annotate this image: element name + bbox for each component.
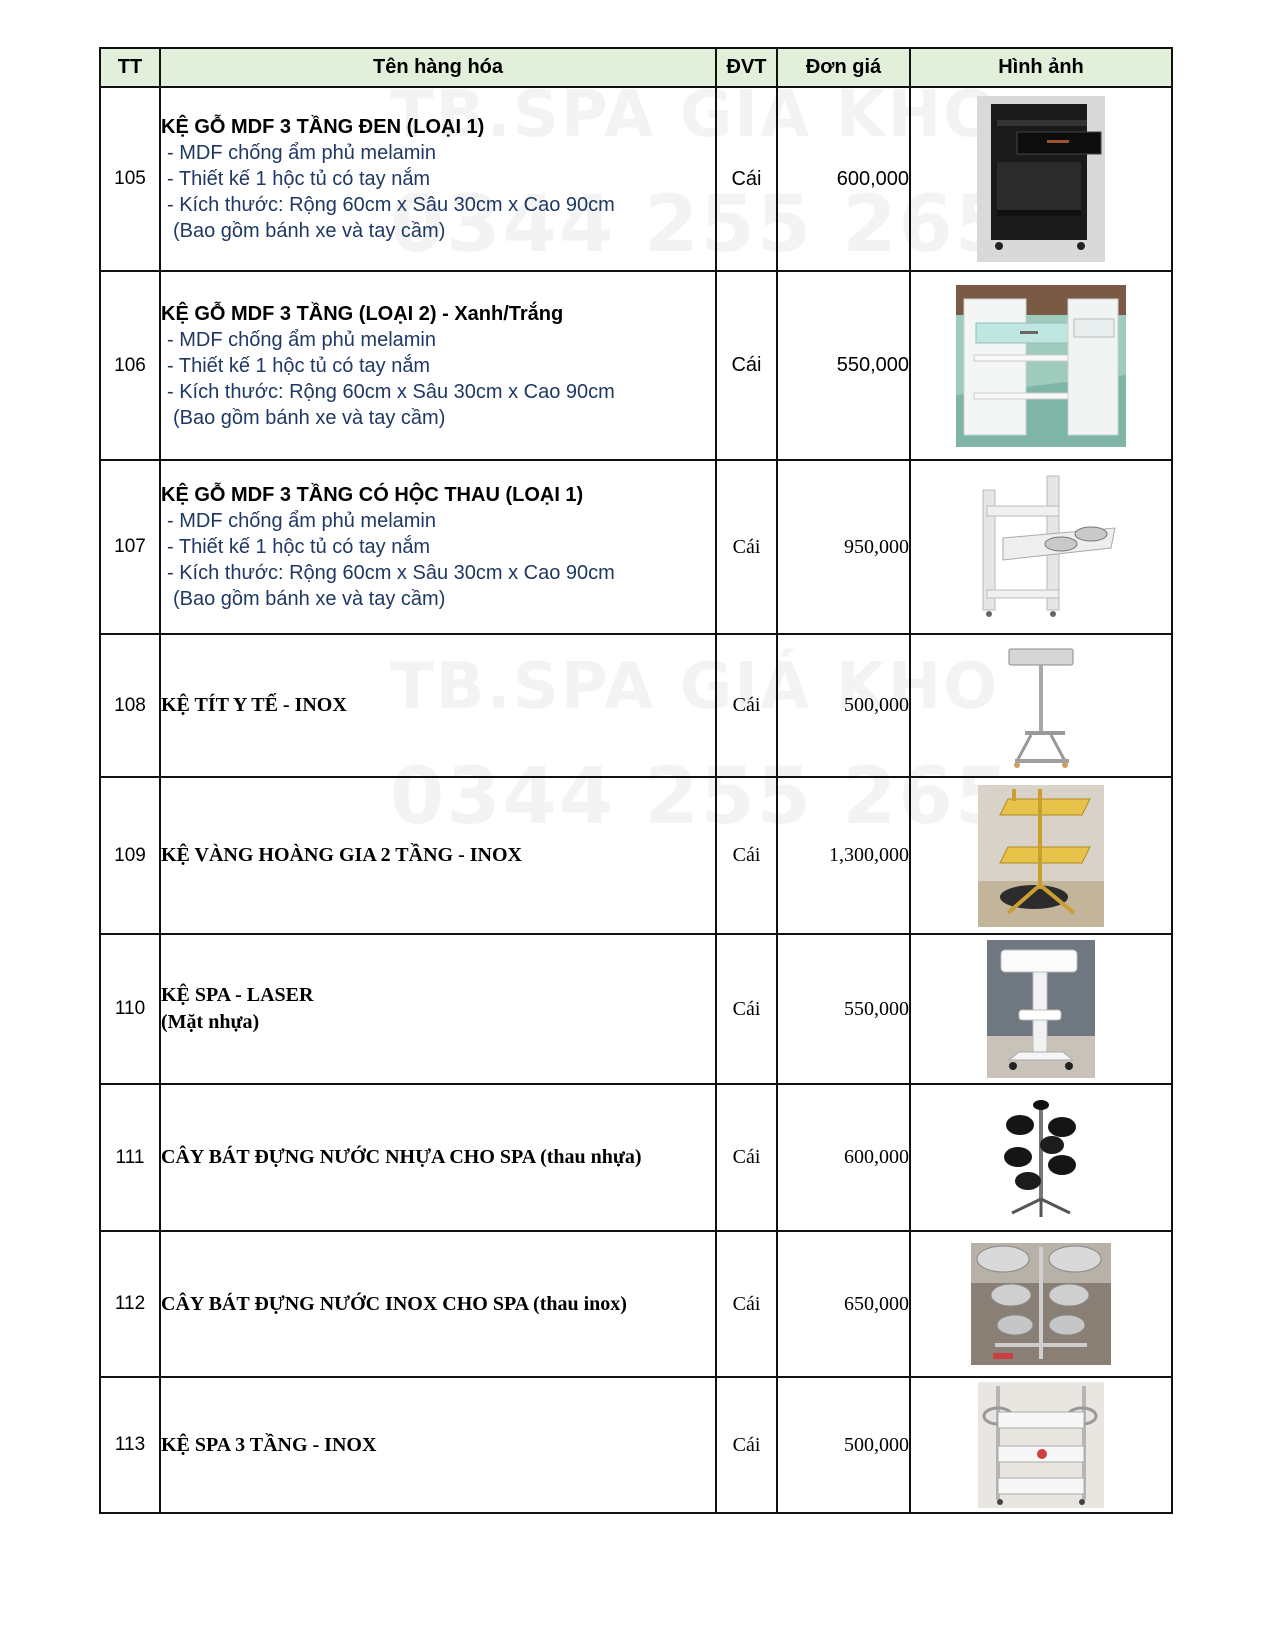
table-row	[100, 1084, 1172, 1231]
row-number: 106	[100, 271, 160, 460]
product-image-cell	[910, 634, 1172, 777]
product-image-cell	[910, 934, 1172, 1084]
black-bowl-tree-icon	[996, 1095, 1086, 1221]
unit-cell: Cái	[716, 460, 777, 634]
product-spec-material: - MDF chống ẩm phủ melamin	[167, 328, 436, 351]
product-title: KỆ VÀNG HOÀNG GIA 2 TẦNG - INOX	[161, 844, 522, 866]
table-row	[100, 934, 1172, 1084]
product-description	[160, 1377, 716, 1513]
unit-cell: Cái	[716, 1231, 777, 1377]
header-unit: ĐVT	[716, 48, 777, 87]
product-title: CÂY BÁT ĐỰNG NƯỚC NHỰA CHO SPA (thau nhựa)	[161, 1146, 642, 1168]
white-laser-cart-icon	[987, 940, 1095, 1078]
row-number: 107	[100, 460, 160, 634]
medical-tray-stand-icon	[1001, 641, 1081, 771]
product-image-cell	[910, 87, 1172, 271]
row-number: 105	[100, 87, 160, 271]
price-table	[99, 47, 1173, 1514]
unit-cell: Cái	[716, 1377, 777, 1513]
price-cell: 550,000	[777, 934, 910, 1084]
product-title: KỆ TÍT Y TẾ - INOX	[161, 694, 347, 716]
product-description	[160, 1231, 716, 1377]
product-spec-note: (Bao gồm bánh xe và tay cầm)	[173, 220, 446, 242]
price-cell: 650,000	[777, 1231, 910, 1377]
mint-white-wood-cart-icon	[956, 285, 1126, 447]
table-row	[100, 777, 1172, 934]
product-description	[160, 271, 716, 460]
product-spec-design: - Thiết kế 1 hộc tủ có tay nắm	[167, 536, 431, 558]
product-image-cell	[910, 271, 1172, 460]
product-description	[160, 777, 716, 934]
product-image-cell	[910, 1377, 1172, 1513]
steel-bowl-tree-icon	[971, 1243, 1111, 1365]
price-cell: 500,000	[777, 634, 910, 777]
price-cell: 600,000	[777, 87, 910, 271]
product-spec-material: - MDF chống ẩm phủ melamin	[167, 510, 436, 532]
product-title: CÂY BÁT ĐỰNG NƯỚC INOX CHO SPA (thau inox)	[161, 1292, 627, 1315]
unit-cell: Cái	[716, 934, 777, 1084]
table-row	[100, 1377, 1172, 1513]
black-wood-cart-icon	[977, 96, 1105, 262]
row-number: 111	[100, 1084, 160, 1231]
product-title: KỆ GỖ MDF 3 TẦNG (LOẠI 2) - Xanh/Trắng	[161, 302, 564, 325]
header-name: Tên hàng hóa	[160, 48, 716, 87]
product-spec-size: - Kích thước: Rộng 60cm x Sâu 30cm x Cao 90cm	[167, 194, 615, 216]
product-spec-material: - MDF chống ẩm phủ melamin	[167, 142, 436, 164]
product-title: KỆ GỖ MDF 3 TẦNG ĐEN (LOẠI 1)	[161, 116, 485, 138]
header-tt: TT	[100, 48, 160, 87]
product-spec-size: - Kích thước: Rộng 60cm x Sâu 30cm x Cao 90cm	[167, 562, 615, 584]
product-image-cell	[910, 460, 1172, 634]
unit-cell: Cái	[716, 87, 777, 271]
product-title: KỆ GỖ MDF 3 TẦNG CÓ HỘC THAU (LOẠI 1)	[161, 484, 584, 506]
product-spec-design: - Thiết kế 1 hộc tủ có tay nắm	[167, 168, 431, 190]
product-spec-design: - Thiết kế 1 hộc tủ có tay nắm	[167, 354, 431, 377]
product-title: KỆ SPA 3 TẦNG - INOX	[161, 1433, 377, 1456]
product-description	[160, 460, 716, 634]
price-cell: 1,300,000	[777, 777, 910, 934]
row-number: 112	[100, 1231, 160, 1377]
header-row	[100, 48, 1172, 87]
product-spec-size: - Kích thước: Rộng 60cm x Sâu 30cm x Cao 90cm	[167, 380, 615, 403]
white-cart-with-bowls-icon	[963, 472, 1119, 622]
product-image-cell	[910, 1231, 1172, 1377]
product-description	[160, 634, 716, 777]
unit-cell: Cái	[716, 634, 777, 777]
price-cell: 950,000	[777, 460, 910, 634]
table-row	[100, 460, 1172, 634]
gold-two-tier-cart-icon	[978, 785, 1104, 927]
header-image: Hình ảnh	[910, 48, 1172, 87]
product-subtitle: (Mặt nhựa)	[161, 1011, 260, 1033]
table-row	[100, 1231, 1172, 1377]
row-number: 113	[100, 1377, 160, 1513]
header-price: Đơn giá	[777, 48, 910, 87]
price-cell: 600,000	[777, 1084, 910, 1231]
product-description	[160, 87, 716, 271]
table-row	[100, 271, 1172, 460]
table-row	[100, 634, 1172, 777]
product-description	[160, 934, 716, 1084]
price-cell: 550,000	[777, 271, 910, 460]
row-number: 110	[100, 934, 160, 1084]
unit-cell: Cái	[716, 777, 777, 934]
product-image-cell	[910, 777, 1172, 934]
product-spec-note: (Bao gồm bánh xe và tay cầm)	[173, 588, 446, 610]
table-row	[100, 87, 1172, 271]
unit-cell: Cái	[716, 1084, 777, 1231]
product-description	[160, 1084, 716, 1231]
product-spec-note: (Bao gồm bánh xe và tay cầm)	[173, 406, 446, 429]
unit-cell: Cái	[716, 271, 777, 460]
price-cell: 500,000	[777, 1377, 910, 1513]
row-number: 109	[100, 777, 160, 934]
steel-three-tier-cart-icon	[978, 1382, 1104, 1508]
product-image-cell	[910, 1084, 1172, 1231]
product-title: KỆ SPA - LASER	[161, 984, 314, 1006]
row-number: 108	[100, 634, 160, 777]
